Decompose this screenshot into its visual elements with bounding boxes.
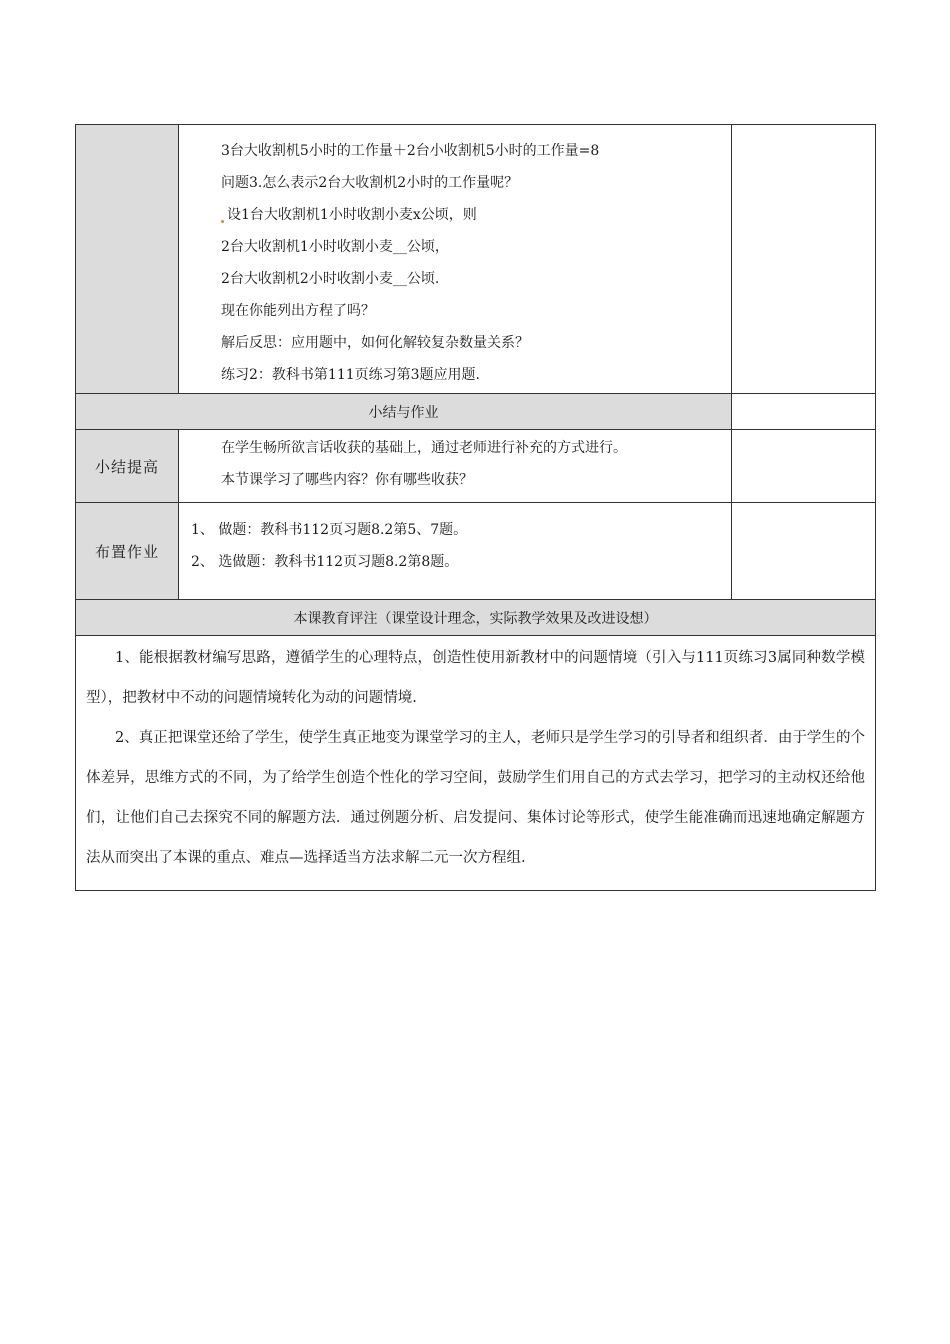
lesson-plan-table	[75, 124, 876, 891]
content-line: 现在你能列出方程了吗？	[221, 303, 375, 319]
problem-row	[76, 125, 876, 394]
homework-label: 布置作业	[94, 542, 159, 561]
review-paragraph: 2、真正把课堂还给了学生，使学生真正地变为课堂学习的主人，老师只是学生学习的引导者和组织者．由于学生的个体差异，思维方式的不同，为了给学生创造个性化的学习空间，鼓励学生们用自己的方式去学习，把学习的主动权还给他们，让他们自己去探究不同的解题方法．通过例题分析、启发提问、集体讨论等形式，使学生能准确而迅速地确定解题方法从而突出了本课的重点、难点—选择适当方法求解二元一次方程组.	[86, 730, 865, 866]
review-body-row	[76, 636, 876, 891]
content-line: 设1台大收割机1小时收割小麦x公顷，则	[221, 201, 731, 233]
stray-mark	[221, 220, 224, 223]
review-body-cell	[76, 636, 876, 891]
summary-label: 小结提高	[94, 457, 159, 476]
summary-label-cell	[76, 430, 179, 503]
content-line: 在学生畅所欲言话收获的基础上，通过老师进行补充的方式进行。	[221, 440, 627, 456]
problem-label-cell	[76, 125, 179, 394]
content-line: 问题3.怎么表示2台大收割机2小时的工作量呢？	[221, 175, 519, 191]
homework-item: 1、 做题：教科书112页习题8.2第5、7题。	[191, 522, 468, 538]
content-line: 3台大收割机5小时的工作量＋2台小收割机5小时的工作量=8	[221, 143, 600, 159]
summary-row	[76, 430, 876, 503]
problem-content-cell	[179, 125, 732, 394]
review-title-row	[76, 600, 876, 636]
summary-section-notes-cell	[732, 394, 876, 430]
homework-notes-cell	[732, 503, 876, 600]
summary-content-cell	[179, 430, 732, 503]
homework-label-cell	[76, 503, 179, 600]
homework-row	[76, 503, 876, 600]
summary-section-row	[76, 394, 876, 430]
homework-content-cell	[179, 503, 732, 600]
review-paragraph: 1、能根据教材编写思路，遵循学生的心理特点，创造性使用新教材中的问题情境（引入与111页练习3属同种数学模型），把教材中不动的问题情境转化为动的问题情境.	[86, 650, 865, 706]
homework-item: 2、 选做题：教科书112页习题8.2第8题。	[191, 554, 459, 570]
problem-notes-cell	[732, 125, 876, 394]
review-title: 本课教育评注（课堂设计理念，实际教学效果及改进设想）	[76, 600, 876, 636]
content-line: 解后反思：应用题中，如何化解较复杂数量关系？	[221, 335, 529, 351]
content-line: 2台大收割机2小时收割小麦__公顷.	[221, 271, 440, 287]
content-line: 练习2：教科书第111页练习第3题应用题.	[221, 367, 480, 383]
summary-section-title: 小结与作业	[76, 394, 732, 430]
summary-notes-cell	[732, 430, 876, 503]
content-line: 2台大收割机1小时收割小麦__公顷，	[221, 239, 449, 255]
content-line: 本节课学习了哪些内容？你有哪些收获？	[221, 472, 473, 488]
